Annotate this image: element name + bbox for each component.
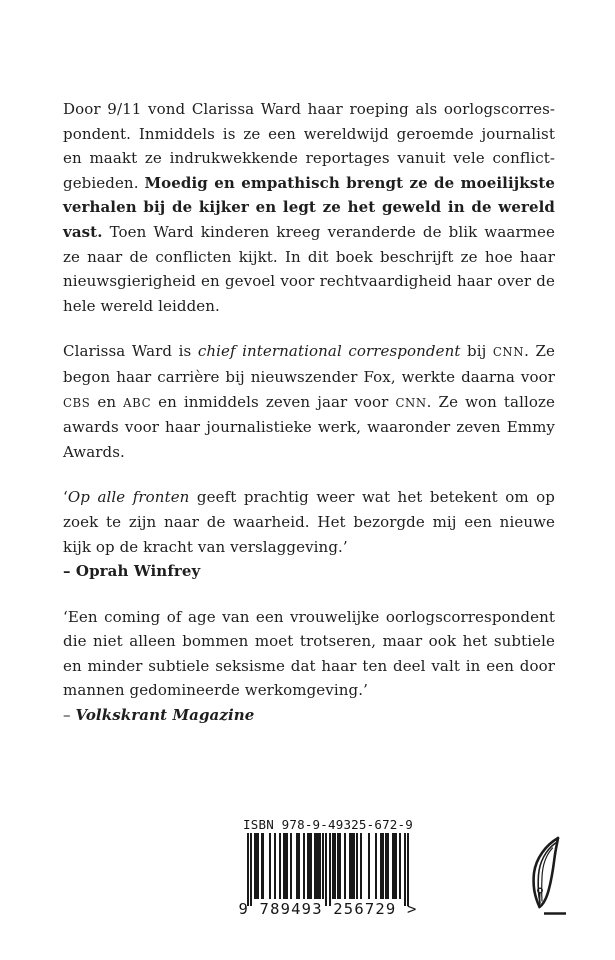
quill-icon: [517, 835, 569, 919]
bio-paragraph: Door 9/11 vond Clarissa Ward haar roeping als oorlogscorrespondent. Inmiddels is ze een wereldwijd geroemde journalist en maakt ze indrukwekkende reportages vanuit vele conflictgebieden. Moedig en empathisch brengt ze de moeilijkste verhalen bij de kijker en legt ze het geweld in de wereld vast. Toen Ward kinderen kreeg veranderde de blik waarmee ze naar de conflicten kijkt. In dit boek beschrijft ze hoe haar nieuwsgierigheid en gevoel voor rechtvaardigheid haar over de hele wereld leidden.: [63, 100, 555, 315]
barcode-bar: [286, 833, 288, 899]
barcode-bar: [407, 833, 409, 906]
barcode-bar: [387, 833, 389, 899]
barcode-section: [225, 816, 431, 918]
barcode-bar: [298, 833, 300, 899]
back-cover-text: [63, 97, 555, 749]
barcode-bars: [247, 833, 409, 906]
quote-oprah: [63, 485, 555, 583]
barcode-bar: [382, 833, 384, 899]
barcode-bar: [274, 833, 276, 899]
barcode-bar: [334, 833, 336, 899]
barcode-bar: [360, 833, 362, 899]
barcode-bar: [325, 833, 327, 906]
barcode-bar: [269, 833, 271, 899]
barcode-bar: [353, 833, 355, 899]
barcode-bar: [290, 833, 292, 899]
barcode-bar: [279, 833, 281, 899]
quote-volkskrant-attribution: – Volkskrant Magazine: [63, 706, 255, 725]
barcode-bar: [356, 833, 358, 899]
barcode-bar: [404, 833, 406, 906]
barcode-bar: [322, 833, 324, 899]
barcode-number: 9 789493 256729 >: [238, 900, 418, 918]
quote-oprah-text: ‘Op alle fronten geeft prachtig weer wat het betekent om op zoek te zijn naar de waarheid. Het bezorgde mij een nieuwe kijk op de kracht van verslaggeving.’: [63, 488, 555, 556]
barcode-bar: [368, 833, 370, 899]
quote-volkskrant: [63, 605, 555, 728]
author-paragraph: Clarissa Ward is chief international correspondent bij CNN. Ze begon haar carrière bij nieuwszender Fox, werkte daarna voor CBS en ABC en inmiddels zeven jaar voor CNN. Ze won talloze awards voor haar journalistieke werk, waaronder zeven Emmy Awards.: [63, 342, 555, 461]
barcode-bar: [395, 833, 397, 899]
barcode-bar: [303, 833, 305, 899]
publisher-quill-logo: [517, 835, 569, 919]
barcode-bar: [262, 833, 264, 899]
quote-oprah-attribution: – Oprah Winfrey: [63, 562, 201, 581]
quote-volkskrant-text: ‘Een coming of age van een vrouwelijke oorlogscorrespondent die niet alleen bommen moet trotseren, maar ook het subtiele en minder subtiele seksisme dat haar ten deel valt in een door mannen gedomineerde werkomgeving.’: [63, 607, 555, 700]
barcode-bar: [329, 833, 331, 906]
barcode-bar: [250, 833, 252, 906]
isbn-label: ISBN 978-9-49325-672-9: [243, 817, 413, 832]
barcode-bar: [344, 833, 346, 899]
barcode-bar: [399, 833, 401, 899]
barcode-bar: [310, 833, 312, 899]
barcode-bar: [247, 833, 249, 906]
barcode-bar: [375, 833, 377, 899]
barcode-bar: [339, 833, 341, 899]
barcode-bar: [319, 833, 321, 899]
barcode-bar: [257, 833, 259, 899]
